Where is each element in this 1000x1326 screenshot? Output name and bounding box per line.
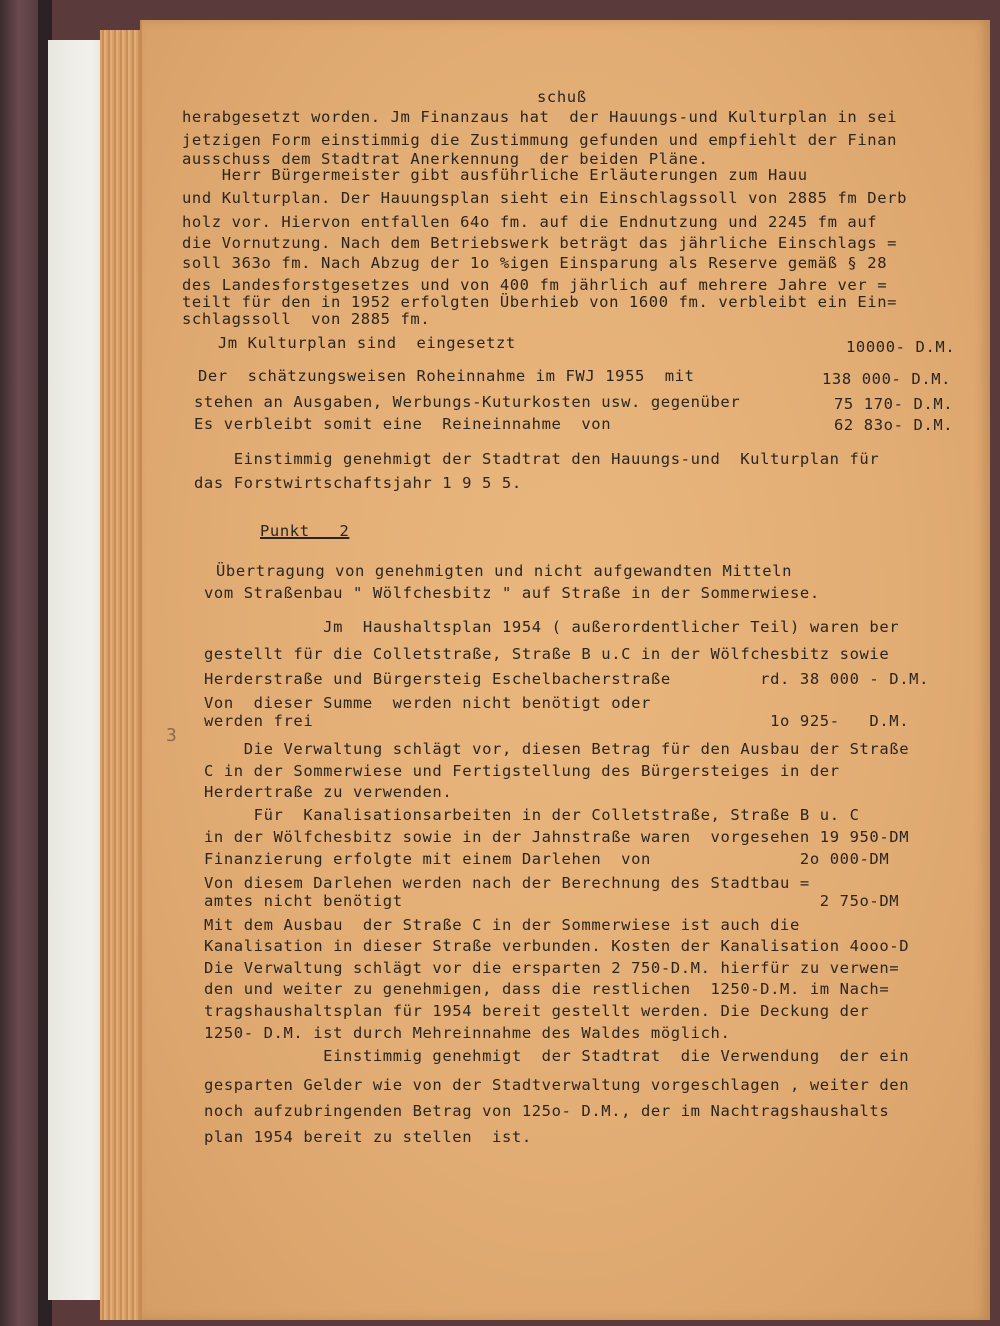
text-line: Einstimmig genehmigt der Stadtrat den Hauungs-und Kulturplan für	[194, 450, 880, 468]
text-line: noch aufzubringenden Betrag von 125o- D.M., der im Nachtragshaushalts	[204, 1102, 890, 1120]
text-line: schlagssoll von 2885 fm.	[182, 310, 431, 328]
text-line: holz vor. Hiervon entfallen 64o fm. auf die Endnutzung und 2245 fm auf	[182, 213, 878, 231]
text-line: ausschuss dem Stadtrat Anerkennung der beiden Pläne.	[182, 150, 709, 168]
budget-amount: 138 000- D.M.	[822, 370, 952, 388]
text-line: Die Verwaltung schlägt vor, diesen Betrag für den Ausbau der Straße	[204, 740, 910, 758]
text-line: des Landesforstgesetzes und von 400 fm jährlich auf mehrere Jahre ver =	[182, 276, 888, 294]
budget-label: stehen an Ausgaben, Werbungs-Kuturkosten usw. gegenüber	[194, 393, 741, 411]
margin-pencil-mark: 3	[166, 725, 177, 746]
text-line: 1250- D.M. ist durch Mehreinnahme des Waldes möglich.	[204, 1024, 731, 1042]
text-line: Herdertraße zu verwenden.	[204, 783, 453, 801]
text-line: und Kulturplan. Der Hauungsplan sieht ein Einschlagssoll von 2885 fm Derb	[182, 189, 908, 207]
text-line: Übertragung von genehmigten und nicht aufgewandten Mitteln	[216, 562, 793, 580]
text-line: Kanalisation in dieser Straße verbunden. Kosten der Kanalisation 4ooo-D	[204, 937, 910, 955]
text-line: in der Wölfchesbitz sowie in der Jahnstraße waren vorgesehen 19 950-DM	[204, 828, 910, 846]
budget-amount: 62 83o- D.M.	[834, 416, 954, 434]
budget-amount: 10000- D.M.	[846, 338, 956, 356]
budget-label: Es verbleibt somit eine Reineinnahme von	[194, 415, 612, 433]
text-line: Mit dem Ausbau der Straße C in der Sommerwiese ist auch die	[204, 916, 800, 934]
text-line: Von dieser Summe werden nicht benötigt oder	[204, 694, 651, 712]
text-line: werden frei 1o 925- D.M.	[204, 712, 910, 730]
budget-label: Der schätzungsweisen Roheinnahme im FWJ 1955 mit	[198, 367, 695, 385]
text-line: gestellt für die Colletstraße, Straße B u.C in der Wölfchesbitz sowie	[204, 645, 890, 663]
text-line: Einstimmig genehmigt der Stadtrat die Verwendung der ein	[204, 1047, 910, 1065]
text-line: Herderstraße und Bürgersteig Eschelbacherstraße rd. 38 000 - D.M.	[204, 670, 930, 688]
text-line: gesparten Gelder wie von der Stadtverwaltung vorgeschlagen , weiter den	[204, 1076, 910, 1094]
budget-label: Jm Kulturplan sind eingesetzt	[198, 334, 516, 352]
header-word: schuß	[537, 88, 587, 106]
text-line: Für Kanalisationsarbeiten in der Colletstraße, Straße B u. C	[204, 806, 860, 824]
document-page	[140, 20, 990, 1320]
text-line: den und weiter zu genehmigen, dass die restlichen 1250-D.M. im Nach=	[204, 980, 890, 998]
text-line: tragshaushaltsplan für 1954 bereit gestellt werden. Die Deckung der	[204, 1002, 870, 1020]
text-line: herabgesetzt worden. Jm Finanzaus hat der Hauungs-und Kulturplan in sei	[182, 108, 898, 126]
text-line: Die Verwaltung schlägt vor die ersparten 2 750-D.M. hierfür zu verwen=	[204, 959, 900, 977]
text-line: vom Straßenbau " Wölfchesbitz " auf Straße in der Sommerwiese.	[204, 584, 820, 602]
text-line: soll 363o fm. Nach Abzug der 1o %igen Einsparung als Reserve gemäß § 28	[182, 254, 888, 272]
text-line: jetzigen Form einstimmig die Zustimmung gefunden und empfiehlt der Finan	[182, 131, 898, 149]
text-line: Jm Haushaltsplan 1954 ( außerordentlicher Teil) waren ber	[204, 618, 900, 636]
text-line: die Vornutzung. Nach dem Betriebswerk beträgt das jährliche Einschlags =	[182, 234, 898, 252]
text-line: plan 1954 bereit zu stellen ist.	[204, 1128, 532, 1146]
text-line: Herr Bürgermeister gibt ausführliche Erläuterungen zum Hauu	[182, 166, 808, 184]
text-line: teilt für den in 1952 erfolgten Überhieb von 1600 fm. verbleibt ein Ein=	[182, 293, 898, 311]
text-line: C in der Sommerwiese und Fertigstellung des Bürgersteiges in der	[204, 762, 840, 780]
budget-amount: 75 170- D.M.	[834, 395, 954, 413]
text-line: Von diesem Darlehen werden nach der Berechnung des Stadtbau =	[204, 874, 810, 892]
text-line: amtes nicht benötigt 2 75o-DM	[204, 892, 900, 910]
section-heading: Punkt 2	[260, 522, 350, 540]
text-line: das Forstwirtschaftsjahr 1 9 5 5.	[194, 474, 522, 492]
text-line: Finanzierung erfolgte mit einem Darlehen von 2o 000-DM	[204, 850, 890, 868]
